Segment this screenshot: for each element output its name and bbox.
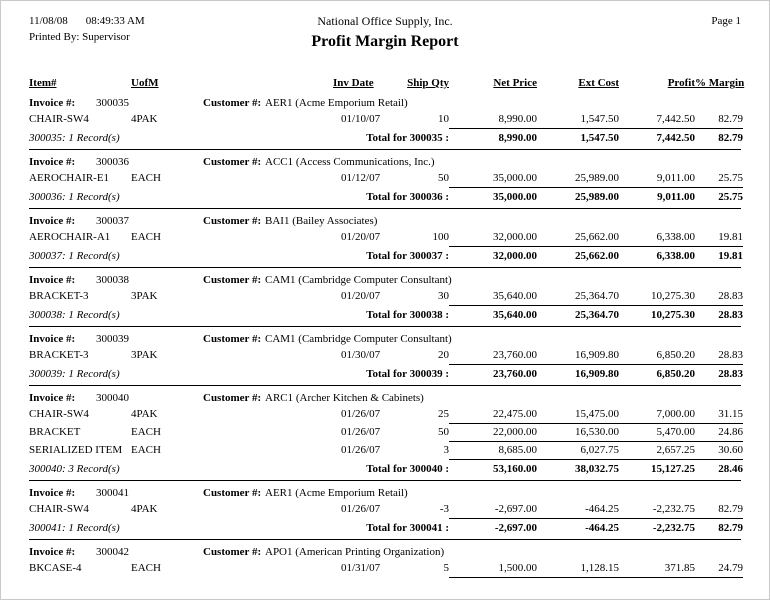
col-header-item: Item# (29, 77, 57, 89)
record-count-note: 300041: 1 Record(s) (29, 522, 120, 534)
ext-cost-value: 1,128.15 (537, 560, 619, 578)
item-number: SERIALIZED ITEM (29, 444, 123, 456)
spacer (203, 347, 265, 365)
customer-label: Customer #: (203, 333, 262, 345)
total-profit: -2,232.75 (652, 522, 695, 534)
spacer (203, 424, 265, 442)
line-items (29, 347, 741, 365)
inv-date-value: 01/26/07 (341, 503, 381, 515)
line-items (29, 288, 741, 306)
invoice-group (29, 154, 741, 209)
col-header-profit: Profit (667, 77, 695, 89)
group-total-row (29, 365, 741, 386)
line-item-row (29, 442, 741, 460)
total-profit: 6,338.00 (656, 250, 695, 262)
inv-date-value: 01/31/07 (341, 562, 381, 574)
item-number: BRACKET-3 (29, 290, 89, 302)
ship-qty-value: 20 (438, 349, 449, 361)
invoice-header-row (29, 154, 741, 170)
invoice-label: Invoice #: (29, 156, 76, 168)
total-ext-cost: 16,909.80 (575, 368, 619, 380)
header-left (29, 13, 209, 53)
ext-cost-value: 25,364.70 (537, 288, 619, 306)
ship-qty-value: -3 (439, 503, 449, 515)
net-price-value: 22,000.00 (449, 424, 537, 442)
total-label: Total for 300035 : (366, 132, 449, 144)
total-net-price: 32,000.00 (493, 250, 537, 262)
line-item-row (29, 424, 741, 442)
customer-label: Customer #: (203, 487, 262, 499)
customer-label: Customer #: (203, 392, 262, 404)
customer-name: ACC1 (Access Communications, Inc.) (265, 156, 435, 168)
total-label: Total for 300041 : (366, 522, 449, 534)
margin-value: 28.83 (695, 288, 743, 306)
spacer (265, 288, 333, 306)
total-profit: 6,850.20 (656, 368, 695, 380)
group-total-row (29, 306, 741, 327)
uofm-value: 3PAK (131, 290, 158, 302)
spacer (203, 560, 265, 578)
net-price-value: 8,990.00 (449, 111, 537, 129)
record-count-note: 300040: 3 Record(s) (29, 463, 120, 475)
record-count-note: 300039: 1 Record(s) (29, 368, 120, 380)
invoice-number: 300038 (96, 274, 129, 286)
customer-label: Customer #: (203, 215, 262, 227)
inv-date-value: 01/26/07 (341, 444, 381, 456)
page-header (29, 13, 741, 53)
customer-name: APO1 (American Printing Organization) (265, 546, 445, 558)
inv-date-value: 01/26/07 (341, 426, 381, 438)
spacer (265, 560, 333, 578)
line-items (29, 170, 741, 188)
total-label: Total for 300039 : (366, 368, 449, 380)
total-margin: 82.79 (718, 132, 743, 144)
spacer (203, 288, 265, 306)
ext-cost-value: 6,027.75 (537, 442, 619, 460)
line-item-row (29, 229, 741, 247)
ship-qty-value: 50 (438, 172, 449, 184)
ext-cost-value: 16,909.80 (537, 347, 619, 365)
line-item-row (29, 111, 741, 129)
line-items (29, 111, 741, 129)
group-total-row (29, 460, 741, 481)
total-profit: 15,127.25 (651, 463, 695, 475)
invoice-number: 300039 (96, 333, 129, 345)
total-margin: 25.75 (718, 191, 743, 203)
group-total-row (29, 129, 741, 150)
spacer (265, 170, 333, 188)
customer-name: BAI1 (Bailey Associates) (265, 215, 378, 227)
total-label: Total for 300036 : (366, 191, 449, 203)
invoice-number: 300041 (96, 487, 129, 499)
uofm-value: 3PAK (131, 349, 158, 361)
record-count-note: 300037: 1 Record(s) (29, 250, 120, 262)
total-label: Total for 300040 : (366, 463, 449, 475)
uofm-value: 4PAK (131, 113, 158, 125)
profit-value: 9,011.00 (619, 170, 695, 188)
invoice-header-row (29, 95, 741, 111)
col-header-ship-qty: Ship Qty (407, 77, 449, 89)
uofm-value: 4PAK (131, 408, 158, 420)
company-name: National Office Supply, Inc. (317, 14, 453, 28)
line-item-row (29, 170, 741, 188)
margin-value: 25.75 (695, 170, 743, 188)
margin-value: 82.79 (695, 501, 743, 519)
spacer (203, 75, 265, 91)
spacer (203, 229, 265, 247)
ext-cost-value: 16,530.00 (537, 424, 619, 442)
profit-value: 10,275.30 (619, 288, 695, 306)
ext-cost-value: 15,475.00 (537, 406, 619, 424)
margin-value: 31.15 (695, 406, 743, 424)
page-number: Page 1 (711, 15, 741, 27)
net-price-value: 8,685.00 (449, 442, 537, 460)
item-number: CHAIR-SW4 (29, 503, 89, 515)
total-net-price: 53,160.00 (493, 463, 537, 475)
col-header-inv-date: Inv Date (333, 77, 374, 89)
invoice-group (29, 95, 741, 150)
spacer (203, 442, 265, 460)
line-items (29, 229, 741, 247)
net-price-value: 1,500.00 (449, 560, 537, 578)
item-number: BRACKET-3 (29, 349, 89, 361)
net-price-value: 22,475.00 (449, 406, 537, 424)
customer-name: CAM1 (Cambridge Computer Consultant) (265, 333, 452, 345)
total-net-price: -2,697.00 (494, 522, 537, 534)
col-header-ext-cost: Ext Cost (578, 77, 619, 89)
total-ext-cost: 1,547.50 (580, 132, 619, 144)
spacer (203, 406, 265, 424)
uofm-value: EACH (131, 172, 161, 184)
invoice-number: 300036 (96, 156, 129, 168)
profit-value: 7,442.50 (619, 111, 695, 129)
line-items (29, 501, 741, 519)
item-number: AEROCHAIR-A1 (29, 231, 111, 243)
net-price-value: 32,000.00 (449, 229, 537, 247)
invoice-label: Invoice #: (29, 546, 76, 558)
total-label: Total for 300038 : (366, 309, 449, 321)
customer-label: Customer #: (203, 274, 262, 286)
margin-value: 24.79 (695, 560, 743, 578)
invoice-header-row (29, 213, 741, 229)
margin-value: 28.83 (695, 347, 743, 365)
total-ext-cost: 25,662.00 (575, 250, 619, 262)
record-count-note: 300035: 1 Record(s) (29, 132, 120, 144)
invoice-header-row (29, 331, 741, 347)
invoice-label: Invoice #: (29, 97, 76, 109)
line-item-row (29, 347, 741, 365)
ext-cost-value: 1,547.50 (537, 111, 619, 129)
invoice-number: 300037 (96, 215, 129, 227)
invoice-group (29, 544, 741, 578)
invoice-group (29, 213, 741, 268)
ship-qty-value: 3 (443, 444, 449, 456)
spacer (203, 111, 265, 129)
invoice-group (29, 331, 741, 386)
uofm-value: EACH (131, 426, 161, 438)
margin-value: 82.79 (695, 111, 743, 129)
invoice-header-row (29, 544, 741, 560)
line-item-row (29, 288, 741, 306)
group-total-row (29, 519, 741, 540)
ship-qty-value: 30 (438, 290, 449, 302)
invoice-header-row (29, 390, 741, 406)
spacer (265, 229, 333, 247)
spacer (265, 111, 333, 129)
invoice-label: Invoice #: (29, 215, 76, 227)
invoice-group (29, 272, 741, 327)
total-profit: 7,442.50 (656, 132, 695, 144)
customer-name: AER1 (Acme Emporium Retail) (265, 97, 408, 109)
spacer (265, 442, 333, 460)
col-header-margin: % Margin (695, 77, 745, 89)
ext-cost-value: 25,989.00 (537, 170, 619, 188)
spacer (265, 501, 333, 519)
invoice-header-row (29, 272, 741, 288)
group-total-row (29, 188, 741, 209)
total-margin: 28.83 (718, 309, 743, 321)
total-net-price: 23,760.00 (493, 368, 537, 380)
item-number: AEROCHAIR-E1 (29, 172, 110, 184)
total-ext-cost: -464.25 (585, 522, 619, 534)
group-total-row (29, 247, 741, 268)
uofm-value: 4PAK (131, 503, 158, 515)
inv-date-value: 01/10/07 (341, 113, 381, 125)
print-datetime (29, 13, 209, 29)
spacer (265, 406, 333, 424)
report-title: Profit Margin Report (311, 33, 459, 50)
inv-date-value: 01/26/07 (341, 408, 381, 420)
col-header-net-price: Net Price (493, 77, 537, 89)
net-price-value: 35,000.00 (449, 170, 537, 188)
net-price-value: 35,640.00 (449, 288, 537, 306)
customer-name: AER1 (Acme Emporium Retail) (265, 487, 408, 499)
total-margin: 28.83 (718, 368, 743, 380)
record-count-note: 300038: 1 Record(s) (29, 309, 120, 321)
total-ext-cost: 25,989.00 (575, 191, 619, 203)
total-margin: 28.46 (718, 463, 743, 475)
inv-date-value: 01/12/07 (341, 172, 381, 184)
margin-value: 30.60 (695, 442, 743, 460)
invoice-group (29, 485, 741, 540)
printed-by: Printed By: Supervisor (29, 31, 130, 43)
ship-qty-value: 10 (438, 113, 449, 125)
line-items (29, 406, 741, 460)
total-ext-cost: 38,032.75 (575, 463, 619, 475)
customer-label: Customer #: (203, 546, 262, 558)
invoice-header-row (29, 485, 741, 501)
total-net-price: 35,000.00 (493, 191, 537, 203)
item-number: CHAIR-SW4 (29, 113, 89, 125)
total-profit: 9,011.00 (657, 191, 695, 203)
invoice-label: Invoice #: (29, 392, 76, 404)
item-number: BKCASE-4 (29, 562, 82, 574)
customer-name: ARC1 (Archer Kitchen & Cabinets) (265, 392, 424, 404)
item-number: BRACKET (29, 426, 81, 438)
report-date: 11/08/08 (29, 15, 68, 27)
header-center (209, 13, 561, 53)
uofm-value: EACH (131, 562, 161, 574)
total-label: Total for 300037 : (366, 250, 449, 262)
line-items (29, 560, 741, 578)
invoice-number: 300042 (96, 546, 129, 558)
margin-value: 24.86 (695, 424, 743, 442)
inv-date-value: 01/30/07 (341, 349, 381, 361)
total-profit: 10,275.30 (651, 309, 695, 321)
ship-qty-value: 25 (438, 408, 449, 420)
spacer (265, 347, 333, 365)
record-count-note: 300036: 1 Record(s) (29, 191, 120, 203)
report-body (29, 95, 741, 578)
customer-name: CAM1 (Cambridge Computer Consultant) (265, 274, 452, 286)
total-net-price: 35,640.00 (493, 309, 537, 321)
invoice-label: Invoice #: (29, 274, 76, 286)
ext-cost-value: -464.25 (537, 501, 619, 519)
invoice-label: Invoice #: (29, 333, 76, 345)
invoice-number: 300040 (96, 392, 129, 404)
total-ext-cost: 25,364.70 (575, 309, 619, 321)
net-price-value: 23,760.00 (449, 347, 537, 365)
profit-value: 5,470.00 (619, 424, 695, 442)
report-time: 08:49:33 AM (85, 15, 145, 27)
profit-value: 7,000.00 (619, 406, 695, 424)
col-header-uofm: UofM (131, 77, 159, 89)
line-item-row (29, 560, 741, 578)
net-price-value: -2,697.00 (449, 501, 537, 519)
spacer (203, 501, 265, 519)
customer-label: Customer #: (203, 156, 262, 168)
spacer (265, 75, 333, 91)
profit-value: 371.85 (619, 560, 695, 578)
ship-qty-value: 100 (432, 231, 449, 243)
ext-cost-value: 25,662.00 (537, 229, 619, 247)
ship-qty-value: 5 (443, 562, 449, 574)
profit-value: 2,657.25 (619, 442, 695, 460)
inv-date-value: 01/20/07 (341, 290, 381, 302)
spacer (203, 170, 265, 188)
profit-value: 6,338.00 (619, 229, 695, 247)
customer-label: Customer #: (203, 97, 262, 109)
line-item-row (29, 501, 741, 519)
item-number: CHAIR-SW4 (29, 408, 89, 420)
total-margin: 19.81 (718, 250, 743, 262)
uofm-value: EACH (131, 231, 161, 243)
invoice-label: Invoice #: (29, 487, 76, 499)
column-header-row (29, 75, 745, 91)
profit-value: 6,850.20 (619, 347, 695, 365)
profit-margin-report (1, 1, 769, 578)
uofm-value: EACH (131, 444, 161, 456)
invoice-group (29, 390, 741, 481)
profit-value: -2,232.75 (619, 501, 695, 519)
invoice-number: 300035 (96, 97, 129, 109)
spacer (265, 424, 333, 442)
line-item-row (29, 406, 741, 424)
margin-value: 19.81 (695, 229, 743, 247)
ship-qty-value: 50 (438, 426, 449, 438)
total-net-price: 8,990.00 (498, 132, 537, 144)
total-margin: 82.79 (718, 522, 743, 534)
inv-date-value: 01/20/07 (341, 231, 381, 243)
